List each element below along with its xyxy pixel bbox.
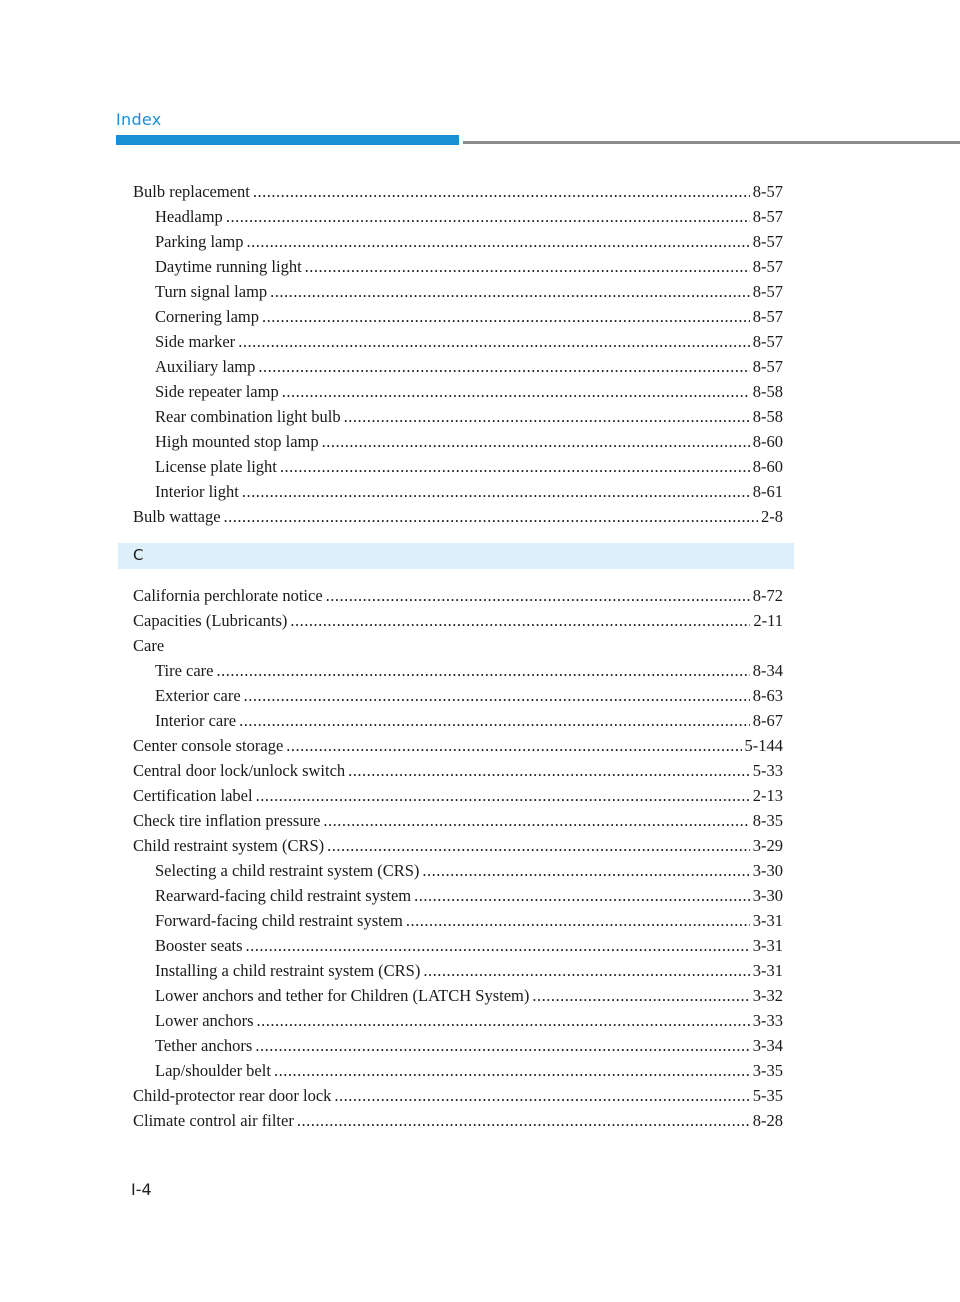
index-page-ref: 5-144 <box>744 736 783 755</box>
index-entry <box>133 658 783 683</box>
index-entry <box>133 229 783 254</box>
index-term: Center console storage <box>133 736 284 755</box>
index-page-ref: 3-31 <box>752 936 783 955</box>
index-page-ref: 2-11 <box>753 611 783 630</box>
index-term: Exterior care <box>155 686 241 705</box>
index-entry <box>133 583 783 608</box>
dot-leader <box>244 683 750 708</box>
index-page-ref: 3-32 <box>752 986 783 1005</box>
index-term: Turn signal lamp <box>155 282 268 301</box>
dot-leader <box>224 504 758 529</box>
index-entry <box>133 254 783 279</box>
index-term: Rear combination light bulb <box>155 407 341 426</box>
index-term: Child restraint system (CRS) <box>133 836 325 855</box>
index-entry <box>133 933 783 958</box>
index-term: Care <box>133 636 165 655</box>
index-entry <box>133 858 783 883</box>
index-term: Capacities (Lubricants) <box>133 611 288 630</box>
index-term: Interior light <box>155 482 239 501</box>
index-entry <box>133 708 783 733</box>
index-entry <box>133 1083 783 1108</box>
index-term: Auxiliary lamp <box>155 357 256 376</box>
index-page-ref: 8-35 <box>752 811 783 830</box>
dot-leader <box>282 379 750 404</box>
dot-leader <box>286 733 741 758</box>
dot-leader <box>334 1083 749 1108</box>
index-term: Side repeater lamp <box>155 382 279 401</box>
index-page-ref: 8-57 <box>752 332 783 351</box>
dot-leader <box>274 1058 750 1083</box>
index-page-ref: 3-35 <box>752 1061 783 1080</box>
index-term: Central door lock/unlock switch <box>133 761 346 780</box>
index-page-ref: 5-35 <box>752 1086 783 1105</box>
index-list-c <box>133 583 783 1133</box>
index-term: Installing a child restraint system (CRS) <box>155 961 421 980</box>
index-page-ref: 8-58 <box>752 407 783 426</box>
dot-leader <box>280 454 750 479</box>
index-entry <box>133 833 783 858</box>
index-page-ref: 8-57 <box>752 232 783 251</box>
dot-leader <box>414 883 750 908</box>
index-entry <box>133 404 783 429</box>
header-title: Index <box>116 110 162 129</box>
index-term: Selecting a child restraint system (CRS) <box>155 861 420 880</box>
index-page-ref: 8-57 <box>752 307 783 326</box>
dot-leader <box>290 608 750 633</box>
dot-leader <box>238 329 750 354</box>
section-letter: C <box>133 546 144 564</box>
index-entry <box>133 783 783 808</box>
index-page-ref: 8-57 <box>752 182 783 201</box>
index-entry <box>133 958 783 983</box>
index-entry <box>133 1108 783 1133</box>
index-page-ref: 8-72 <box>752 586 783 605</box>
index-entry <box>133 908 783 933</box>
index-entry <box>133 454 783 479</box>
index-entry <box>133 204 783 229</box>
index-page-ref: 2-8 <box>761 507 783 526</box>
index-page-ref: 3-29 <box>752 836 783 855</box>
index-term: Lower anchors <box>155 1011 254 1030</box>
dot-leader <box>422 858 749 883</box>
index-page-ref: 8-67 <box>752 711 783 730</box>
index-term: License plate light <box>155 457 277 476</box>
index-entry <box>133 329 783 354</box>
index-term: Tire care <box>155 661 214 680</box>
index-entry <box>133 179 783 204</box>
dot-leader <box>256 783 750 808</box>
index-entry <box>133 683 783 708</box>
dot-leader <box>258 354 749 379</box>
index-term: Side marker <box>155 332 236 351</box>
dot-leader <box>423 958 749 983</box>
index-entry <box>133 608 783 633</box>
index-page-ref: 3-30 <box>752 861 783 880</box>
index-page-ref: 8-57 <box>752 207 783 226</box>
index-term: Tether anchors <box>155 1036 253 1055</box>
index-page-ref: 8-58 <box>752 382 783 401</box>
dot-leader <box>305 254 750 279</box>
index-term: Climate control air filter <box>133 1111 294 1130</box>
dot-leader <box>246 933 750 958</box>
index-term: Lower anchors and tether for Children (LATCH System) <box>155 986 530 1005</box>
index-entry <box>133 983 783 1008</box>
index-page-ref: 3-34 <box>752 1036 783 1055</box>
index-entry <box>133 504 783 529</box>
index-entry <box>133 808 783 833</box>
index-term: Rearward-facing child restraint system <box>155 886 412 905</box>
index-page-ref: 3-31 <box>752 911 783 930</box>
section-header-c <box>118 543 794 569</box>
index-entry <box>133 1033 783 1058</box>
index-entry <box>133 1058 783 1083</box>
dot-leader <box>262 304 750 329</box>
index-page-ref: 2-13 <box>752 786 783 805</box>
dot-leader <box>255 1033 749 1058</box>
dot-leader <box>242 479 750 504</box>
dot-leader <box>326 583 750 608</box>
index-entry <box>133 1008 783 1033</box>
index-term: Booster seats <box>155 936 243 955</box>
index-term: Lap/shoulder belt <box>155 1061 271 1080</box>
index-term: High mounted stop lamp <box>155 432 319 451</box>
index-entry <box>133 279 783 304</box>
dot-leader <box>257 1008 750 1033</box>
index-entry <box>133 379 783 404</box>
index-entry <box>133 883 783 908</box>
index-page-ref: 3-30 <box>752 886 783 905</box>
dot-leader <box>253 179 750 204</box>
index-entry <box>133 304 783 329</box>
dot-leader <box>532 983 749 1008</box>
index-entry <box>133 429 783 454</box>
index-entry <box>133 733 783 758</box>
index-term: Parking lamp <box>155 232 244 251</box>
index-page-ref: 8-60 <box>752 432 783 451</box>
index-list-b <box>133 179 783 529</box>
index-entry <box>133 633 783 658</box>
index-term: Headlamp <box>155 207 223 226</box>
index-page-ref: 8-63 <box>752 686 783 705</box>
index-page-ref: 5-33 <box>752 761 783 780</box>
index-page-ref: 8-34 <box>752 661 783 680</box>
dot-leader <box>226 204 750 229</box>
dot-leader <box>322 429 750 454</box>
header-rule-gray <box>463 141 960 144</box>
index-page-ref: 8-28 <box>752 1111 783 1130</box>
index-term: Bulb wattage <box>133 507 221 526</box>
index-page-ref: 8-57 <box>752 257 783 276</box>
dot-leader <box>297 1108 750 1133</box>
index-page-ref: 8-60 <box>752 457 783 476</box>
index-term: Check tire inflation pressure <box>133 811 321 830</box>
dot-leader <box>348 758 750 783</box>
dot-leader <box>239 708 750 733</box>
dot-leader <box>270 279 750 304</box>
index-term: Bulb replacement <box>133 182 250 201</box>
index-term: Daytime running light <box>155 257 302 276</box>
index-term: California perchlorate notice <box>133 586 323 605</box>
header-rule-blue <box>116 135 459 145</box>
index-term: Forward-facing child restraint system <box>155 911 403 930</box>
index-entry <box>133 479 783 504</box>
dot-leader <box>323 808 749 833</box>
index-term: Cornering lamp <box>155 307 260 326</box>
index-term: Interior care <box>155 711 237 730</box>
dot-leader <box>327 833 750 858</box>
index-page-ref: 3-33 <box>752 1011 783 1030</box>
index-entry <box>133 354 783 379</box>
dot-leader <box>246 229 749 254</box>
dot-leader <box>217 658 750 683</box>
index-term: Certification label <box>133 786 253 805</box>
index-page-ref: 8-57 <box>752 282 783 301</box>
dot-leader <box>344 404 750 429</box>
index-term: Child-protector rear door lock <box>133 1086 332 1105</box>
index-page-ref: 8-57 <box>752 357 783 376</box>
page-number: I-4 <box>131 1180 152 1199</box>
index-page-ref: 3-31 <box>752 961 783 980</box>
index-page-ref: 8-61 <box>752 482 783 501</box>
dot-leader <box>406 908 750 933</box>
index-entry <box>133 758 783 783</box>
